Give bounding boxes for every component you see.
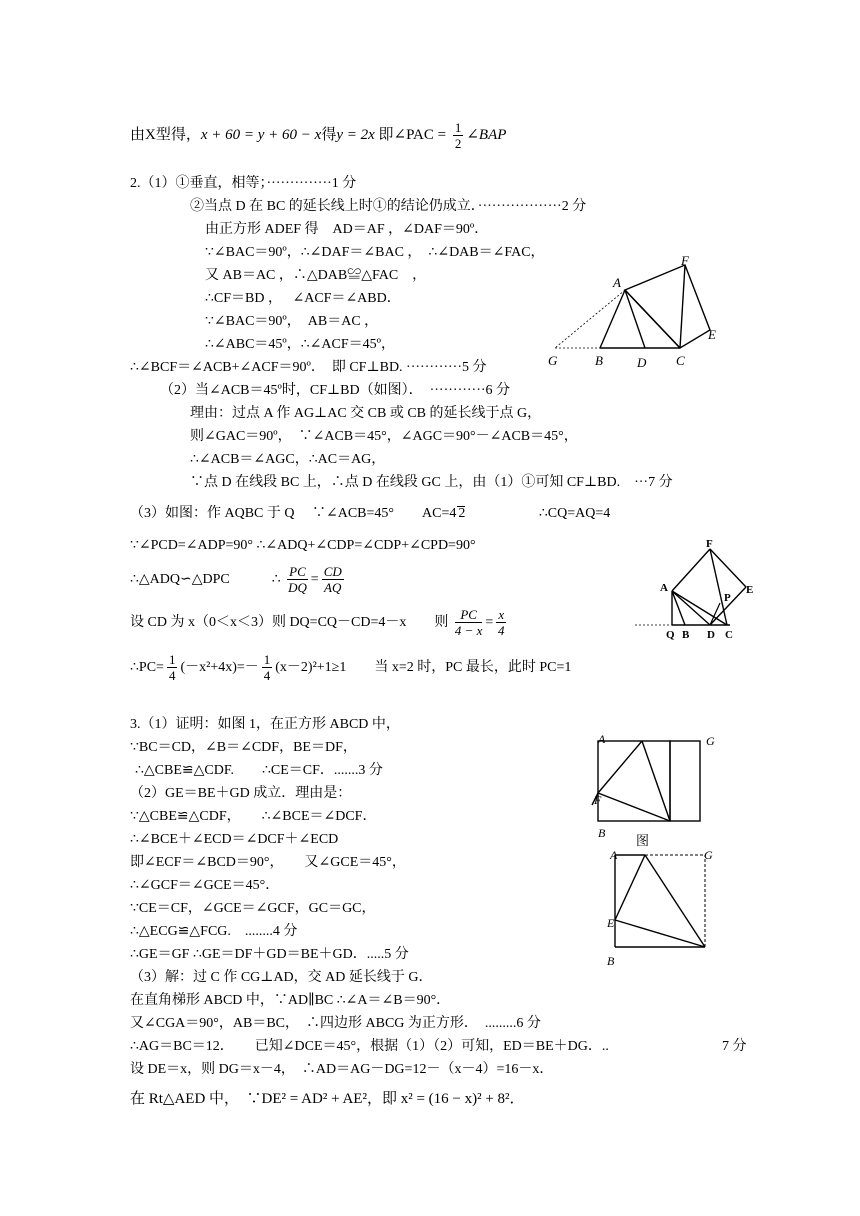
svg-text:F: F [594,793,602,807]
p2-line: 由正方形 ADEF 得 AD＝AF ，∠DAF＝90º． [205,222,489,237]
figure-square-2 [600,845,730,970]
intro-tail: ∠BAP [466,126,507,143]
sqrt-two: 2 [458,506,466,521]
p3-line: 设 DE＝x，则 DG＝x－4， ∴AD＝AG－DG=12－（x－4）=16－x． [130,1062,554,1077]
svg-text:G: G [706,734,715,748]
intro-prefix: 由X型得， [130,126,201,143]
p3-line: ∴AG＝BC＝12． 已知∠DCE＝45°，根据（1）（2）可知，ED＝BE＋DG．.. [130,1039,609,1054]
svg-text:B: B [607,954,615,968]
intro-line [130,120,506,151]
p2-part3-c: ∴△ADQ∽△DPC ∴ $\frac{PC}{DQ}$ = $\frac{CD}{AQ}$ [130,564,342,596]
svg-text:E: E [607,916,615,930]
svg-text:A: A [598,733,606,746]
p3-line: ∴△ECG≌△FCG. ........4 分 [130,924,298,939]
svg-text:G: G [704,848,713,862]
svg-text:B: B [595,353,603,368]
intro-mid2: 即∠PAC = [378,126,447,143]
p3-line: 在直角梯形 ABCD 中，∵AD∥BC ∴∠A＝∠B＝90°． [130,993,451,1008]
p2-line: 理由：过点 A 作 AG⊥AC 交 CB 或 CB 的延长线于点 G， [190,406,542,421]
figure-caption: 图 [636,833,650,848]
p2-line: 2.（1）①垂直，相等；··············1 分 [130,176,357,191]
p2-part3-e: ∴PC= $\frac{1}{4}$ (－x²+4x)=－ $\frac{1}{4}$ (x－2)²+1≥1 当 x=2 时，PC 最长，此时 PC=1 [130,652,572,684]
svg-text:F: F [681,255,689,268]
p3-line: ∵△CBE≌△CDF， ∴∠BCE＝∠DCF． [130,809,377,824]
svg-text:D: D [637,355,647,370]
svg-text:E: E [746,584,754,596]
svg-text:D: D [707,629,715,641]
p3-line: 3.（1）证明：如图 1，在正方形 ABCD 中， [130,717,400,732]
p2-line: ∴CF＝BD ， ∠ACF＝∠ABD． [205,291,401,306]
svg-text:C: C [676,353,685,368]
svg-text:Q: Q [666,629,675,641]
svg-text:G: G [548,353,558,368]
svg-text:C: C [725,629,733,641]
p3-line: ∴GE＝GF ∴GE＝DF＋GD＝BE＋GD．.....5 分 [130,947,409,962]
p2-part3-a: （3）如图：作 AQBC 于 Q ∵∠ACB=45° AC=4 2 ∴CQ=AQ=4 [130,506,611,521]
figure-square-adef [540,255,730,375]
p2-line: ∴∠BCF＝∠ACB+∠ACF＝90º． 即 CF⊥BD. ············5 分 [130,360,487,375]
p2-line: 则∠GAC＝90º， ∵∠ACB＝45°，∠AGC＝90°－∠ACB＝45°， [190,429,578,444]
svg-text:F: F [706,538,713,550]
p2-line: （2）当∠ACB＝45º时，CF⊥BD（如图）． ············6 分 [160,383,511,398]
intro-mid: 得 [321,126,337,143]
svg-text:B: B [598,826,606,840]
p2-line: ∵点 D 在线段 BC 上，∴点 D 在线段 GC 上，由（1）①可知 CF⊥BD. ···7 分 [190,475,673,490]
svg-text:B: B [682,629,690,641]
figure-part3 [630,535,760,645]
p2-line: ②当点 D 在 BC 的延长线上时①的结论仍成立．··················2 分 [190,199,587,214]
p3-line: 即∠ECF＝∠BCD＝90°， 又∠GCE＝45°， [130,855,406,870]
p2-line: ∴∠ACB＝∠AGC，∴AC＝AG， [190,452,386,467]
p3-line: ∵CE＝CF，∠GCE＝∠GCF，GC＝GC， [130,901,376,916]
p3-line: （2）GE＝BE＋GD 成立．理由是： [130,786,352,801]
p3-line: ∴∠BCE＋∠ECD＝∠DCF＋∠ECD [130,832,339,847]
p2-line: ∴∠ABC＝45º，∴∠ACF＝45º， [205,337,395,352]
intro-eq: x + 60 = y + 60 − x [200,126,322,143]
intro-fraction: $\frac{1}{2}$ [454,120,462,151]
svg-text:P: P [724,592,731,604]
figure-square-1 [590,733,730,851]
p2-line: 又 AB＝AC ，∴△DAB≌△FAC ， [205,268,427,283]
svg-text:A: A [613,275,621,290]
p3-line: 又∠CGA＝90°，AB＝BC， ∴四边形 ABCG 为正方形． .........6 分 [130,1016,541,1031]
p2-line: ∵∠BAC＝90º，∴∠DAF＝∠BAC ， ∴∠DAB＝∠FAC， [205,245,545,260]
intro-eq2: y = 2x [336,126,375,143]
p3-line: 在 Rt△AED 中， ∵DE² = AD² + AE²，即 x² = (16 − x)² + 8²． [130,1091,525,1107]
svg-text:E: E [708,327,716,342]
p2-part3-b: ∵∠PCD=∠ADP=90° ∴∠ADQ+∠CDP=∠CDP+∠CPD=90° [130,538,476,553]
svg-text:A: A [660,582,668,594]
p3-line: ∴△CBE≌△CDF. ∴CE＝CF．.......3 分 [135,763,383,778]
p3-line: ∵BC＝CD，∠B＝∠CDF，BE＝DF， [130,740,357,755]
p3-line: （3）解：过 C 作 CG⊥AD，交 AD 延长线于 G． [130,970,433,985]
p3-line: ∴∠GCF＝∠GCE＝45°． [130,878,280,893]
p3-line: 7 分 [722,1039,747,1054]
svg-text:A: A [610,848,618,862]
p2-part3-d: 设 CD 为 x（0＜x＜3）则 DQ=CQ－CD=4－x 则 $\frac{PC}{4 - x}$ = $\frac{x}{4}$ [130,607,505,639]
p2-line: ∵∠BAC＝90º， AB＝AC ， [205,314,379,329]
